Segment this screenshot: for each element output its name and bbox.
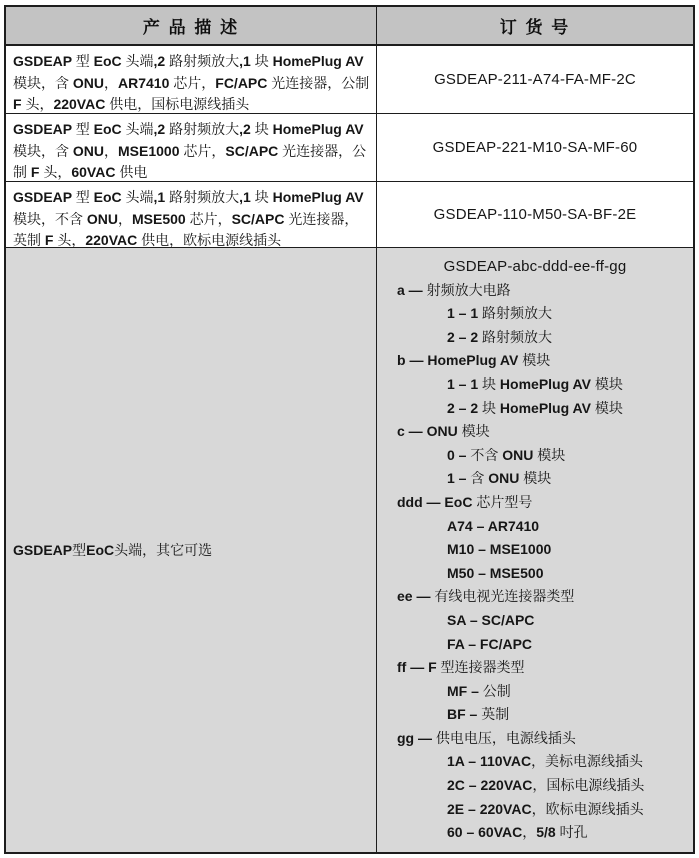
option-line: 2 – 2 路射频放大 bbox=[447, 328, 553, 345]
option-line: 1 – 1 块 HomePlug AV 模块 bbox=[447, 375, 623, 392]
option-line: M50 – MSE500 bbox=[447, 564, 544, 581]
option-line: 2C – 220VAC，国标电源线插头 bbox=[447, 777, 645, 794]
option-line: ee — 有线电视光连接器类型 bbox=[397, 588, 575, 605]
option-line: c — ONU 模块 bbox=[397, 423, 490, 440]
order-number-cell: GSDEAP-221-M10-SA-MF-60 bbox=[377, 114, 693, 182]
option-line: FA – FC/APC bbox=[447, 635, 533, 652]
product-description-cell: GSDEAP 型 EoC 头端,2 路射频放大,1 块 HomePlug AV 模块，含 ONU，AR7410 芯片，FC/APC 光连接器，公制 F 头，220VAC 供电，国标电源线插头 bbox=[6, 46, 377, 114]
header-product-description: 产 品 描 述 bbox=[6, 7, 377, 46]
option-line: BF – 英制 bbox=[447, 706, 510, 723]
option-line: 1 – 1 路射频放大 bbox=[447, 305, 553, 322]
option-line: A74 – AR7410 bbox=[447, 517, 540, 534]
code-format-title: GSDEAP-abc-ddd-ee-ff-gg bbox=[443, 258, 627, 275]
option-line: M10 – MSE1000 bbox=[447, 541, 552, 558]
options-description-cell: GSDEAP 型 EoC 头端，其它可选 bbox=[6, 248, 377, 852]
option-line: 2 – 2 块 HomePlug AV 模块 bbox=[447, 399, 623, 416]
option-line: 1 – 含 ONU 模块 bbox=[447, 470, 552, 487]
option-line: 2E – 220VAC，欧标电源线插头 bbox=[447, 800, 644, 817]
options-code-cell bbox=[377, 248, 693, 852]
option-line: 0 – 不含 ONU 模块 bbox=[447, 446, 566, 463]
option-line: SA – SC/APC bbox=[447, 611, 535, 628]
product-order-table bbox=[4, 5, 695, 854]
header-order-number: 订 货 号 bbox=[377, 7, 693, 46]
option-line: gg — 供电电压，电源线插头 bbox=[397, 729, 576, 746]
option-line: a — 射频放大电路 bbox=[397, 281, 511, 298]
product-description-cell: GSDEAP 型 EoC 头端,2 路射频放大,2 块 HomePlug AV 模块，含 ONU，MSE1000 芯片，SC/APC 光连接器，公制 F 头，60VAC 供电 bbox=[6, 114, 377, 182]
order-number-cell: GSDEAP-211-A74-FA-MF-2C bbox=[377, 46, 693, 114]
option-line: b — HomePlug AV 模块 bbox=[397, 352, 551, 369]
option-line: 1A – 110VAC，美标电源线插头 bbox=[447, 753, 644, 770]
product-description-cell: GSDEAP 型 EoC 头端,1 路射频放大,1 块 HomePlug AV 模块，不含 ONU，MSE500 芯片，SC/APC 光连接器，英制 F 头，220VAC 供电，欧标电源线插头 bbox=[6, 182, 377, 248]
option-line: 60 – 60VAC，5/8 吋孔 bbox=[447, 824, 588, 841]
option-line: MF – 公制 bbox=[447, 682, 511, 699]
option-line: ff — F 型连接器类型 bbox=[397, 659, 525, 676]
order-number-cell: GSDEAP-110-M50-SA-BF-2E bbox=[377, 182, 693, 248]
option-line: ddd — EoC 芯片型号 bbox=[397, 493, 533, 510]
